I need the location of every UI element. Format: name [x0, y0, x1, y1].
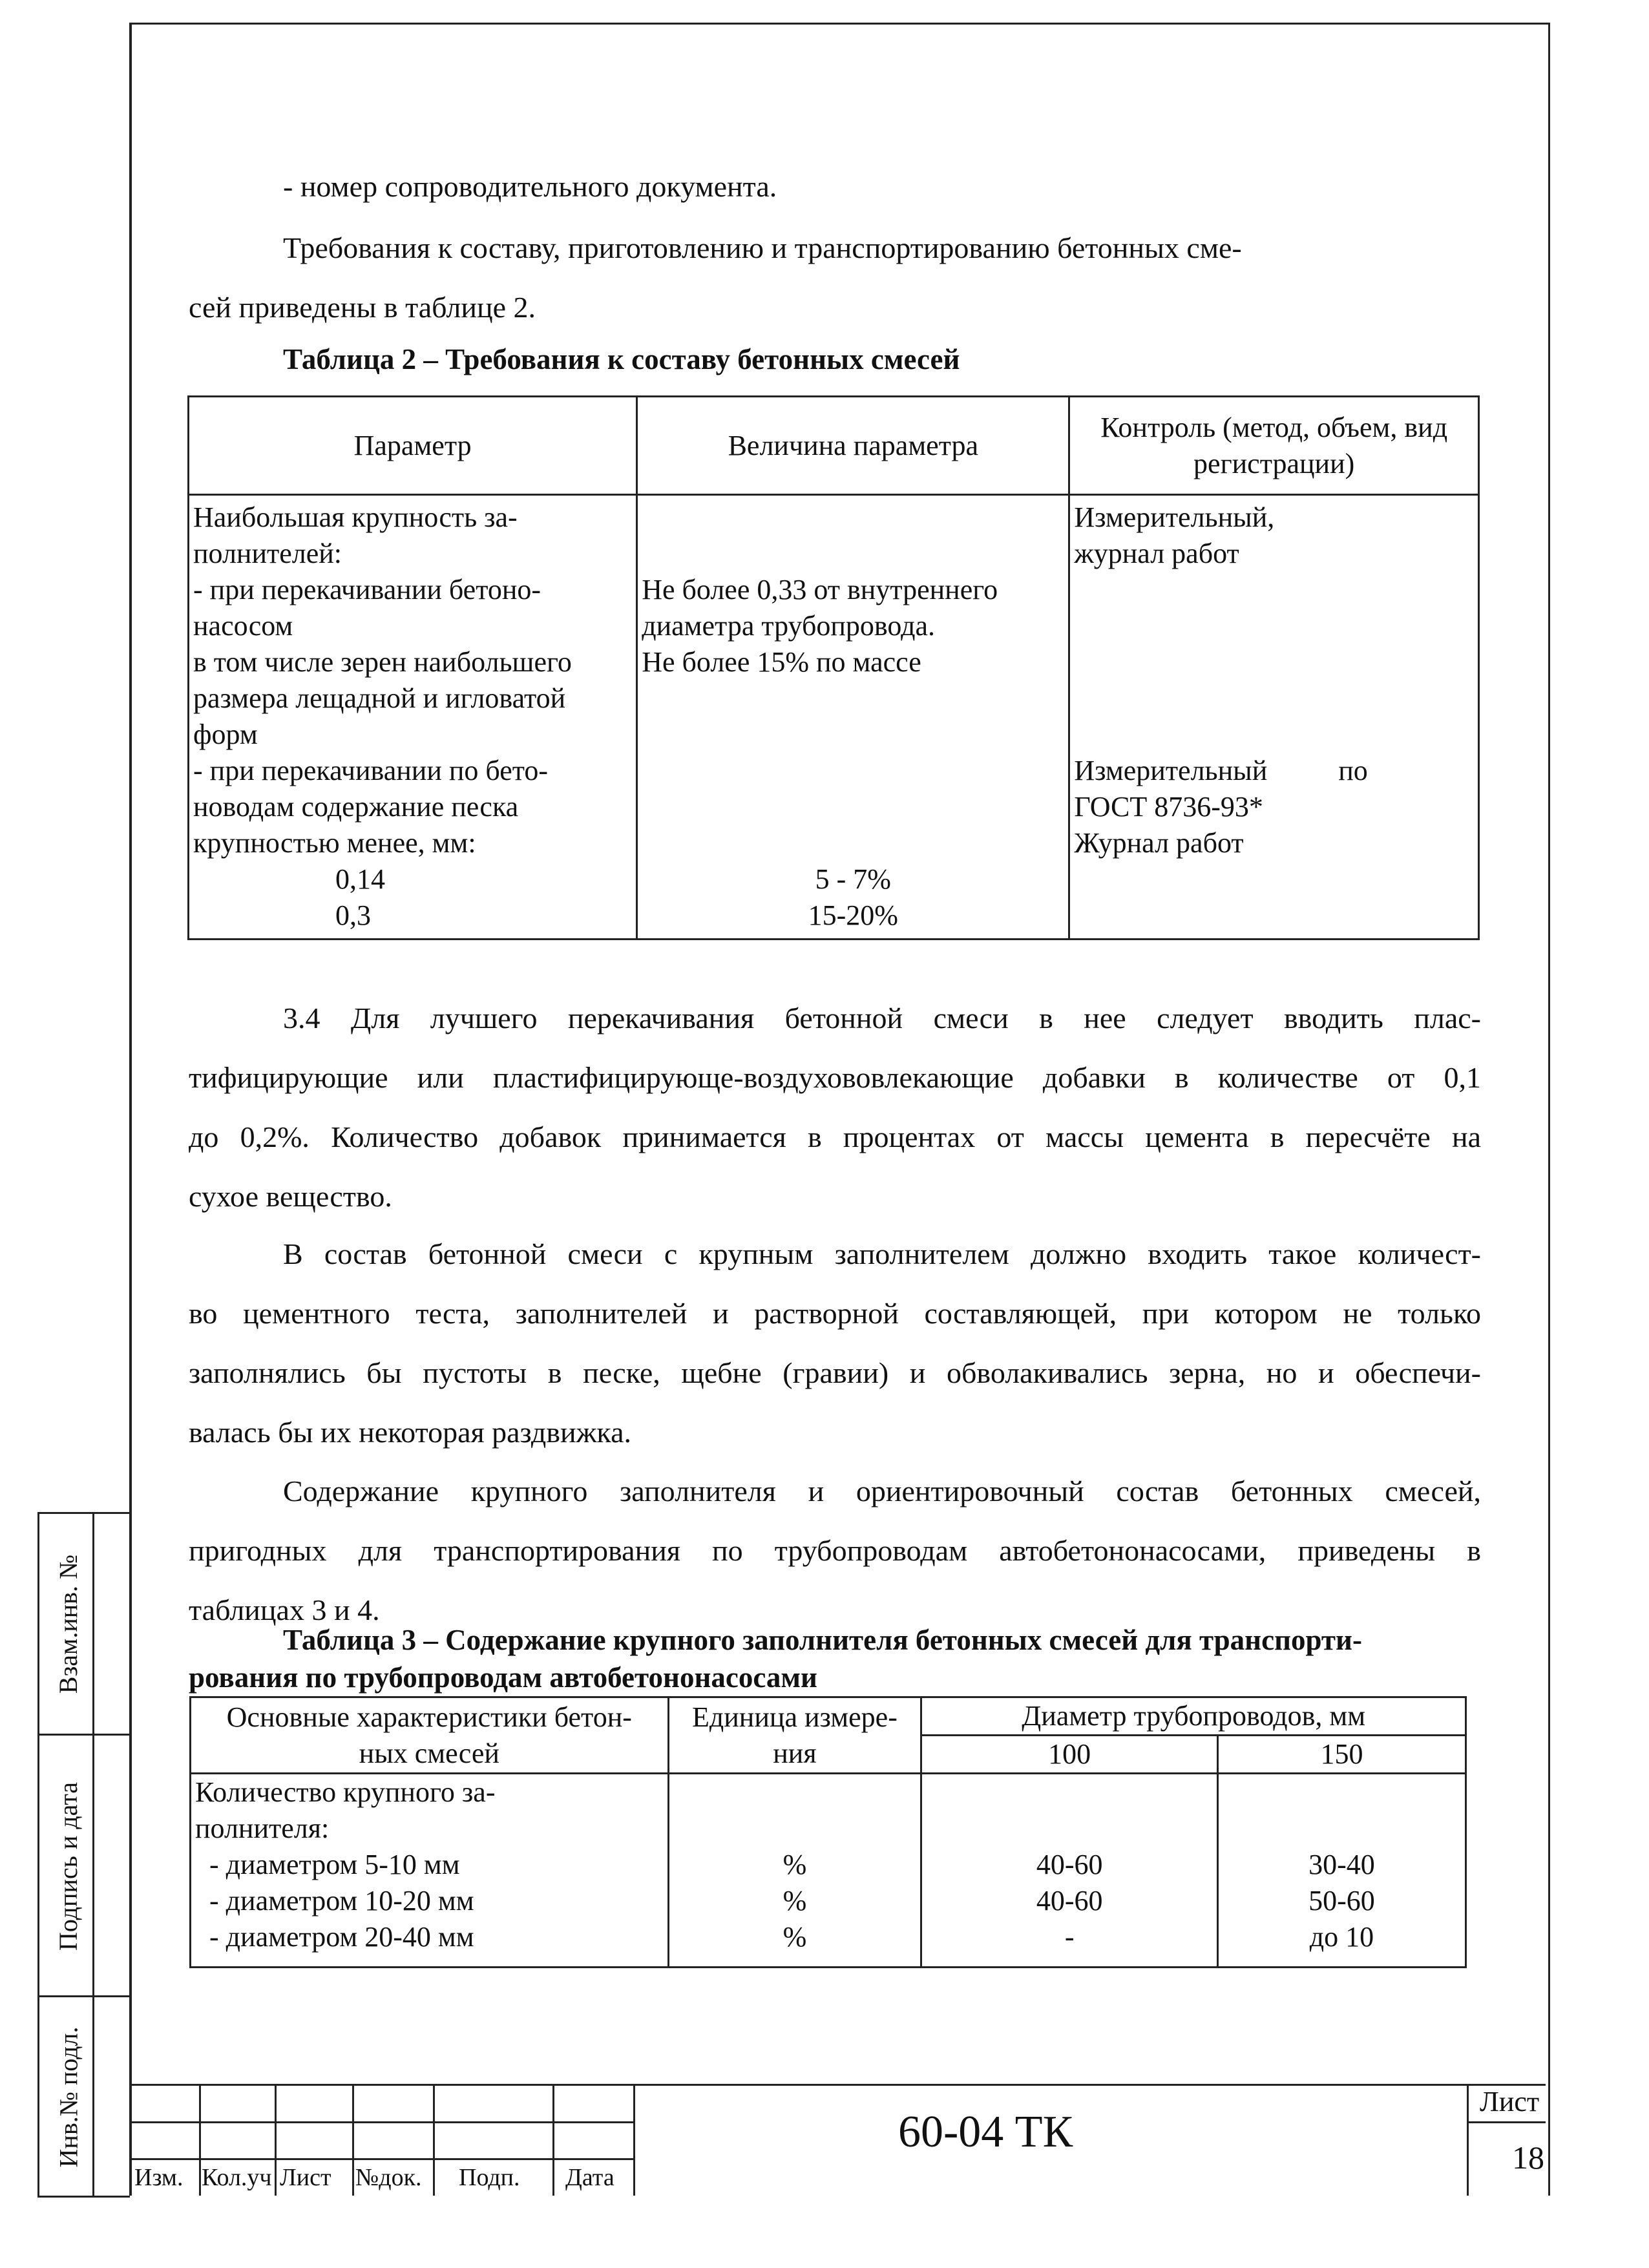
cell-line	[1074, 644, 1474, 680]
cell-line	[1074, 572, 1474, 608]
title-block-line	[129, 2121, 633, 2123]
table-cell	[668, 1774, 921, 1968]
table-header-cell: Параметр	[189, 397, 637, 495]
cell-line: -	[1064, 1921, 1075, 1953]
table-header-row	[189, 397, 1479, 495]
cell-line: журнал работ	[1074, 538, 1239, 569]
cell-line	[1223, 1811, 1461, 1847]
title-block-line	[433, 2086, 435, 2196]
table3-caption: Таблица 3 – Содержание крупного заполнителя бетонных смесей для транспорти-	[283, 1624, 1362, 1656]
cell-line: крупностью менее, мм:	[193, 827, 476, 859]
document-code: 60-04 ТК	[898, 2107, 1073, 2157]
side-stamp-divider	[92, 1514, 94, 2196]
table-cell	[1217, 1774, 1465, 1968]
cell-line: %	[782, 1849, 807, 1880]
cell-line	[642, 536, 1064, 572]
table-header-cell	[191, 1697, 669, 1774]
cell-line: - при перекачивании по бето-	[193, 755, 549, 786]
cell-line: полнителей:	[193, 538, 342, 569]
cell-line	[926, 1774, 1213, 1811]
cell-line	[1074, 608, 1474, 644]
paragraph-1	[189, 218, 1481, 337]
sheet-label: Лист	[1480, 2086, 1540, 2117]
cell-line: - диаметром 10-20 мм	[195, 1885, 474, 1916]
text-line: Требования к составу, приготовлению и транспортированию бетонных сме-	[283, 231, 1242, 264]
cell-line	[673, 1811, 917, 1847]
table-header-cell: 150	[1217, 1736, 1465, 1774]
cell-line: %	[782, 1921, 807, 1953]
cell-line: Измерительный по	[1074, 755, 1368, 786]
title-block-line	[352, 2086, 354, 2196]
cell-line	[642, 499, 1064, 536]
text-line: во цементного теста, заполнителей и растворной составляющей, при котором не только	[189, 1297, 1481, 1330]
cell-line	[642, 717, 1064, 753]
cell-line	[642, 825, 1064, 861]
cell-line: насосом	[193, 610, 293, 642]
doc-line: - номер сопроводительного документа.	[283, 170, 777, 203]
text-line: валась бы их некоторая раздвижка.	[189, 1416, 631, 1449]
side-label-text: Инв.№ подл.	[54, 2026, 83, 2168]
paragraph-3	[189, 1224, 1481, 1462]
cell-line	[673, 1774, 917, 1811]
text-line: заполнялись бы пустоты в песке, щебне (гравии) и обволакивались зерна, но и обеспечи-	[189, 1356, 1481, 1389]
cell-line: 15-20%	[808, 899, 898, 931]
side-stamp-divider	[39, 1995, 130, 1997]
title-block-line	[552, 2086, 554, 2196]
cell-line	[1223, 1774, 1461, 1811]
cell-line: 30-40	[1308, 1849, 1375, 1880]
cell-line	[1074, 898, 1474, 934]
title-block-line	[1467, 2121, 1546, 2123]
cell-line: Количество крупного за-	[195, 1776, 496, 1808]
cell-line: - при перекачивании бетоно-	[193, 574, 541, 605]
title-block	[129, 2084, 1546, 2196]
text-line: до 0,2%. Количество добавок принимается в процентах от массы цемента в пересчёте на	[189, 1120, 1481, 1153]
table-header-cell: Контроль (метод, объем, вид регистрации)	[1069, 397, 1479, 495]
cell-line	[926, 1811, 1213, 1847]
side-label-text: Подпись и дата	[54, 1781, 83, 1951]
cell-line: форм	[193, 719, 258, 750]
cell-line	[642, 789, 1064, 825]
title-block-header: Дата	[565, 2164, 614, 2191]
table-row	[191, 1774, 1466, 1968]
cell-line	[1074, 861, 1474, 898]
table-cell	[921, 1774, 1218, 1968]
text-line: пригодных для транспортирования по трубопроводам автобетононасосами, приведены в	[189, 1534, 1481, 1567]
cell-line: Измерительный,	[1074, 501, 1275, 533]
title-block-header: Лист	[280, 2164, 331, 2191]
table-header-cell	[668, 1697, 921, 1774]
title-block-line	[633, 2086, 635, 2196]
text-line: сей приведены в таблице 2.	[189, 291, 536, 324]
cell-line: диаметра трубопровода.	[642, 610, 936, 642]
cell-line: ГОСТ 8736-93*	[1074, 791, 1263, 823]
table-cell	[1069, 495, 1479, 940]
table-header-cell: 100	[921, 1736, 1218, 1774]
table-cell	[191, 1774, 669, 1968]
cell-line: 0,3	[335, 899, 371, 931]
cell-line: 40-60	[1036, 1849, 1103, 1880]
cell-line	[1074, 680, 1474, 717]
side-label-replacement	[46, 1514, 91, 1734]
table-row	[189, 495, 1479, 940]
cell-line: Не более 15% по массе	[642, 646, 921, 678]
title-block-header: Кол.уч	[202, 2164, 272, 2191]
cell-line: ных смесей	[359, 1737, 499, 1769]
cell-line	[1074, 717, 1474, 753]
cell-line: Единица измере-	[692, 1701, 898, 1733]
cell-line: размера лещадной и игловатой	[193, 682, 566, 714]
side-stamp	[37, 1512, 130, 2198]
cell-line: полнителя:	[195, 1812, 330, 1844]
title-block-header: Изм.	[134, 2164, 184, 2191]
cell-line: - диаметром 5-10 мм	[195, 1849, 460, 1880]
sheet-number: 18	[1512, 2139, 1544, 2176]
title-block-header: №док.	[355, 2164, 422, 2191]
paragraph-2	[189, 989, 1481, 1226]
cell-line: Основные характеристики бетон-	[226, 1701, 632, 1733]
side-label-signature	[46, 1737, 91, 1995]
side-label-text: Взам.инв. №	[54, 1554, 83, 1694]
table-cell	[189, 495, 637, 940]
table2-caption: Таблица 2 – Требования к составу бетонных смесей	[283, 343, 960, 375]
cell-line: Журнал работ	[1074, 827, 1244, 859]
cell-line: новодам содержание песка	[193, 791, 519, 823]
cell-line: 5 - 7%	[815, 863, 891, 895]
cell-line: - диаметром 20-40 мм	[195, 1921, 474, 1953]
cell-line	[642, 753, 1064, 789]
side-stamp-divider	[39, 1734, 130, 1736]
cell-line: до 10	[1309, 1921, 1374, 1953]
table-header-cell: Величина параметра	[637, 397, 1069, 495]
title-block-header: Подп.	[459, 2164, 520, 2191]
side-label-inventory	[46, 1999, 91, 2196]
title-block-line	[275, 2086, 277, 2196]
text-line: 3.4 Для лучшего перекачивания бетонной смеси в нее следует вводить плас-	[283, 1002, 1481, 1034]
cell-line: Наибольшая крупность за-	[193, 501, 518, 533]
text-line: тифицирующие или пластифицирующе-воздухововлекающие добавки в количестве от 0,1	[189, 1061, 1481, 1094]
table-header-row	[191, 1697, 1466, 1736]
title-block-line	[1467, 2086, 1469, 2196]
table-3	[189, 1696, 1467, 1968]
cell-line	[642, 680, 1064, 717]
cell-line: в том числе зерен наибольшего	[193, 646, 572, 678]
title-block-line	[129, 2158, 633, 2160]
paragraph-4	[189, 1462, 1481, 1640]
cell-line: Не более 0,33 от внутреннего	[642, 574, 998, 605]
cell-line: ния	[773, 1737, 817, 1769]
table-2	[187, 395, 1480, 940]
cell-line: 50-60	[1308, 1885, 1375, 1916]
title-block-line	[199, 2086, 201, 2196]
text-line: В состав бетонной смеси с крупным заполнителем должно входить такое количест-	[283, 1237, 1481, 1270]
text-line: сухое вещество.	[189, 1180, 392, 1213]
cell-line: %	[782, 1885, 807, 1916]
text-line: Содержание крупного заполнителя и ориентировочный состав бетонных смесей,	[283, 1475, 1481, 1507]
table-header-cell: Диаметр трубопроводов, мм	[921, 1697, 1466, 1736]
cell-line: 40-60	[1036, 1885, 1103, 1916]
text-line: таблицах 3 и 4.	[189, 1593, 380, 1626]
table3-caption-cont: рования по трубопроводам автобетононасосами	[189, 1661, 817, 1694]
cell-line: 0,14	[335, 863, 385, 895]
table-cell	[637, 495, 1069, 940]
